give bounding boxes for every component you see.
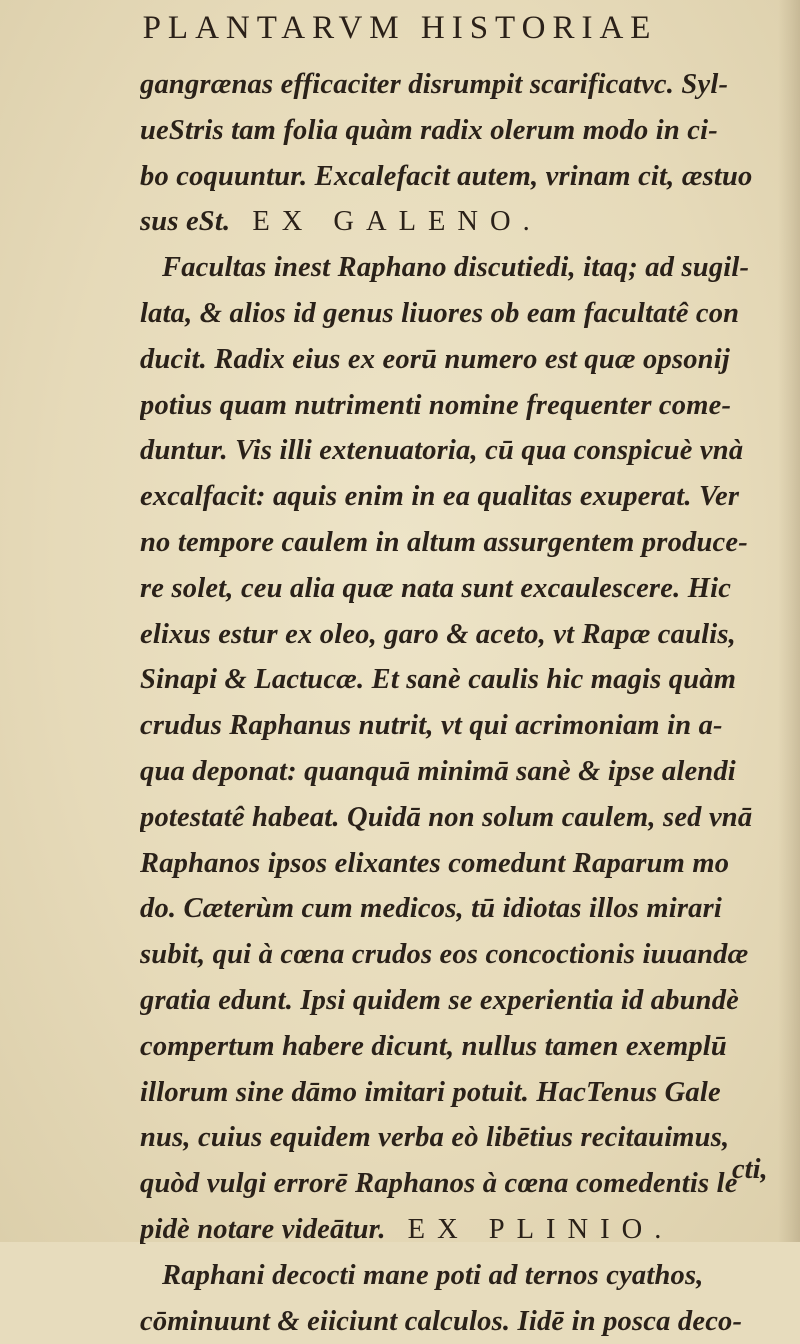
text-line: Raphanos ipsos elixantes comedunt Raparum mo bbox=[140, 847, 730, 879]
text-line: no tempore caulem in altum assurgentem produce- bbox=[140, 526, 748, 558]
text-line: pidè notare videātur. bbox=[140, 1213, 386, 1245]
text-line: subit, qui à cœna crudos eos concoctionis iuuandæ bbox=[140, 939, 749, 971]
text-line: Raphani decocti mane poti ad ternos cyathos, bbox=[162, 1259, 704, 1291]
section-heading-galen: EX GALENO. bbox=[252, 206, 542, 238]
text-line: Sinapi & Lactucæ. Et sanè caulis hic magis quàm bbox=[140, 664, 737, 696]
text-line: Facultas inest Raphano discutiedi, itaq; ad sugil- bbox=[162, 252, 750, 284]
text-line: duntur. Vis illi extenuatoria, cū qua conspicuè vnà bbox=[140, 435, 744, 467]
section-heading-plinius: EX PLINIO. bbox=[407, 1213, 674, 1245]
running-head: PLANTARVM HISTORIAE bbox=[142, 10, 658, 46]
text-line: crudus Raphanus nutrit, vt qui acrimoniam in a- bbox=[140, 710, 723, 742]
text-block bbox=[140, 62, 788, 1344]
text-line: quòd vulgi errorē Raphanos à cœna comedentis le bbox=[140, 1168, 738, 1200]
text-line: qua deponat: quanquā minimā sanè & ipse alendi bbox=[140, 755, 736, 787]
text-line: do. Cæterùm cum medicos, tū idiotas illos mirari bbox=[140, 893, 723, 925]
text-line-with-heading bbox=[140, 1207, 788, 1253]
text-line: re solet, ceu alia quæ nata sunt excaulescere. Hic bbox=[140, 572, 732, 604]
text-line: cōminuunt & eiiciunt calculos. Iidē in posca deco- bbox=[140, 1305, 743, 1337]
text-line: gratia edunt. Ipsi quidem se experientia id abundè bbox=[140, 984, 740, 1016]
text-line: potius quam nutrimenti nomine frequenter come- bbox=[140, 389, 732, 421]
text-line-with-heading bbox=[140, 199, 788, 245]
text-line: nus, cuius equidem verba eò libētius recitauimus, bbox=[140, 1122, 730, 1154]
text-line: ueStris tam folia quàm radix olerum modo in ci- bbox=[140, 114, 718, 146]
text-line: sus eSt. bbox=[140, 206, 231, 238]
text-line: bo coquuntur. Excalefacit autem, vrinam cit, æstuo bbox=[140, 160, 753, 192]
text-line: illorum sine dāmo imitari potuit. HacTenus Gale bbox=[140, 1076, 721, 1108]
text-line: potestatê habeat. Quidā non solum caulem, sed vnā bbox=[140, 801, 753, 833]
catchword: cti, bbox=[732, 1154, 768, 1185]
text-line: ducit. Radix eius ex eorū numero est quæ opsonij bbox=[140, 343, 730, 375]
text-line: excalfacit: aquis enim in ea qualitas exuperat. Ver bbox=[140, 481, 740, 513]
text-line: lata, & alios id genus liuores ob eam facultatê con bbox=[140, 297, 740, 329]
text-line: compertum habere dicunt, nullus tamen exemplū bbox=[140, 1030, 727, 1062]
text-line: gangrænas efficaciter disrumpit scarificatvc. Syl- bbox=[140, 69, 729, 100]
text-line: elixus estur ex oleo, garo & aceto, vt Rapæ caulis, bbox=[140, 618, 737, 650]
